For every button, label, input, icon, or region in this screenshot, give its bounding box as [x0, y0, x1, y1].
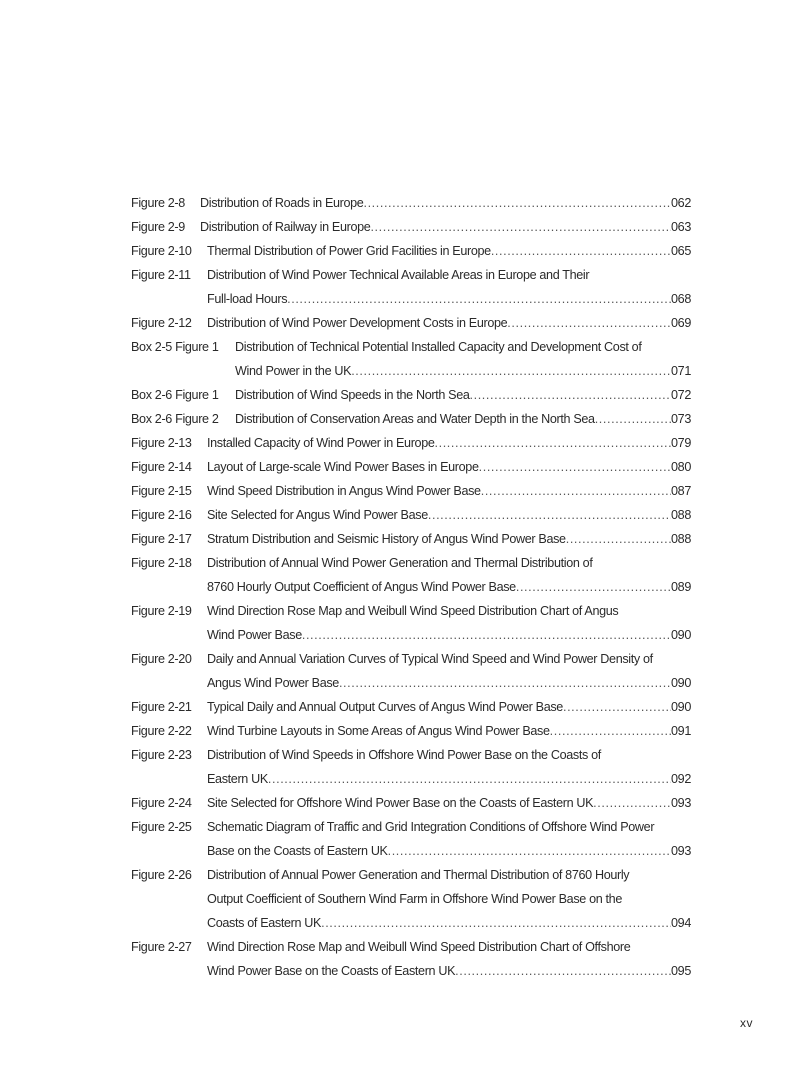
figure-label: Figure 2-23: [131, 748, 192, 762]
dot-leader: [388, 839, 671, 863]
figure-label: Figure 2-11: [131, 268, 191, 282]
figure-title: Stratum Distribution and Seismic History of Angus Wind Power Base: [207, 532, 566, 546]
toc-entry[interactable]: [131, 431, 691, 455]
toc-entry[interactable]: [131, 743, 691, 791]
toc-entry[interactable]: [131, 191, 691, 215]
toc-entry[interactable]: [131, 407, 691, 431]
figure-title: Wind Direction Rose Map and Weibull Wind Speed Distribution Chart of Angus: [207, 604, 619, 618]
toc-entry[interactable]: [131, 527, 691, 551]
dot-leader: [321, 911, 671, 935]
toc-entry[interactable]: [131, 215, 691, 239]
page-reference: 072: [671, 388, 691, 402]
page-reference: 093: [671, 796, 691, 810]
toc-entry[interactable]: [131, 863, 691, 935]
dot-leader: [593, 791, 671, 815]
figure-title: Wind Power Base on the Coasts of Eastern UK: [207, 964, 456, 978]
figure-title: Distribution of Wind Speeds in Offshore Wind Power Base on the Coasts of: [207, 748, 601, 762]
toc-entry[interactable]: [131, 551, 691, 599]
dot-leader: [491, 239, 671, 263]
figure-title: Angus Wind Power Base: [207, 676, 339, 690]
figure-label: Figure 2-26: [131, 868, 192, 882]
figure-label: Figure 2-15: [131, 484, 192, 498]
toc-entry[interactable]: [131, 383, 691, 407]
figure-label: Figure 2-14: [131, 460, 192, 474]
toc-entry[interactable]: [131, 455, 691, 479]
figure-title: Distribution of Technical Potential Installed Capacity and Development Cost of: [235, 340, 642, 354]
toc-entry[interactable]: [131, 479, 691, 503]
figure-label: Box 2-5 Figure 1: [131, 340, 219, 354]
figure-label: Figure 2-9: [131, 220, 185, 234]
dot-leader: [435, 431, 672, 455]
page-reference: 093: [671, 844, 691, 858]
page-reference: 087: [671, 484, 691, 498]
figure-title: Layout of Large-scale Wind Power Bases in Europe: [207, 460, 479, 474]
figure-label: Figure 2-24: [131, 796, 192, 810]
figure-title: Wind Speed Distribution in Angus Wind Power Base: [207, 484, 481, 498]
toc-entry[interactable]: [131, 263, 691, 311]
figure-title: Full-load Hours: [207, 292, 288, 306]
figure-title: 8760 Hourly Output Coefficient of Angus Wind Power Base: [207, 580, 516, 594]
figure-title: Distribution of Wind Speeds in the North Sea: [235, 388, 470, 402]
figure-title: Schematic Diagram of Traffic and Grid Integration Conditions of Offshore Wind Power: [207, 820, 655, 834]
toc-entry[interactable]: [131, 503, 691, 527]
page-reference: 091: [671, 724, 691, 738]
figure-title: Wind Turbine Layouts in Some Areas of Angus Wind Power Base: [207, 724, 550, 738]
figure-label: Figure 2-8: [131, 196, 185, 210]
page-reference: 094: [671, 916, 691, 930]
page-reference: 092: [671, 772, 691, 786]
dot-leader: [479, 455, 671, 479]
figure-label: Figure 2-27: [131, 940, 192, 954]
dot-leader: [566, 527, 671, 551]
toc-entry[interactable]: [131, 239, 691, 263]
figure-label: Figure 2-18: [131, 556, 192, 570]
dot-leader: [370, 215, 671, 239]
page-reference: 080: [671, 460, 691, 474]
toc-entry[interactable]: [131, 599, 691, 647]
page-reference: 095: [671, 964, 691, 978]
figure-title: Installed Capacity of Wind Power in Europe: [207, 436, 435, 450]
toc-entry[interactable]: [131, 695, 691, 719]
page-reference: 063: [671, 220, 691, 234]
toc-entry[interactable]: [131, 335, 691, 383]
figure-title: Distribution of Wind Power Technical Available Areas in Europe and Their: [207, 268, 590, 282]
page-reference: 069: [671, 316, 691, 330]
dot-leader: [481, 479, 671, 503]
figure-label: Figure 2-16: [131, 508, 192, 522]
figure-title: Distribution of Annual Wind Power Generation and Thermal Distribution of: [207, 556, 593, 570]
page-reference: 090: [671, 628, 691, 642]
figure-title: Distribution of Wind Power Development Costs in Europe: [207, 316, 508, 330]
dot-leader: [351, 359, 671, 383]
dot-leader: [455, 959, 671, 983]
figure-label: Figure 2-13: [131, 436, 192, 450]
page-reference: 079: [671, 436, 691, 450]
page-reference: 089: [671, 580, 691, 594]
figure-title: Wind Power in the UK: [235, 364, 352, 378]
page-reference: 088: [671, 508, 691, 522]
figure-title: Daily and Annual Variation Curves of Typical Wind Speed and Wind Power Density of: [207, 652, 653, 666]
dot-leader: [563, 695, 671, 719]
page-reference: 065: [671, 244, 691, 258]
toc-entry[interactable]: [131, 647, 691, 695]
dot-leader: [470, 383, 672, 407]
figure-title: Site Selected for Angus Wind Power Base: [207, 508, 428, 522]
figure-title: Distribution of Annual Power Generation and Thermal Distribution of 8760 Hourly: [207, 868, 630, 882]
figure-label: Figure 2-10: [131, 244, 192, 258]
figure-label: Figure 2-19: [131, 604, 192, 618]
page-reference: 073: [671, 412, 691, 426]
toc-entry[interactable]: [131, 719, 691, 743]
figure-label: Figure 2-21: [131, 700, 192, 714]
figure-title: Wind Power Base: [207, 628, 302, 642]
dot-leader: [428, 503, 671, 527]
toc-entry[interactable]: [131, 791, 691, 815]
figure-title: Distribution of Conservation Areas and Water Depth in the North Sea: [235, 412, 595, 426]
dot-leader: [550, 719, 671, 743]
figure-title: Thermal Distribution of Power Grid Facilities in Europe: [207, 244, 491, 258]
figure-label: Figure 2-17: [131, 532, 192, 546]
figure-title: Distribution of Railway in Europe: [200, 220, 371, 234]
dot-leader: [339, 671, 671, 695]
dot-leader: [507, 311, 671, 335]
toc-entry[interactable]: [131, 311, 691, 335]
figure-label: Figure 2-22: [131, 724, 192, 738]
page-reference: 088: [671, 532, 691, 546]
dot-leader: [302, 623, 671, 647]
figure-label: Figure 2-25: [131, 820, 192, 834]
dot-leader: [516, 575, 671, 599]
figure-title: Distribution of Roads in Europe: [200, 196, 364, 210]
list-of-figures: [131, 191, 691, 983]
page-number: xv: [740, 1016, 753, 1030]
figure-title: Site Selected for Offshore Wind Power Base on the Coasts of Eastern UK: [207, 796, 594, 810]
page-reference: 062: [671, 196, 691, 210]
page-reference: 090: [671, 676, 691, 690]
figure-label: Box 2-6 Figure 1: [131, 388, 219, 402]
dot-leader: [268, 767, 671, 791]
figure-title: Typical Daily and Annual Output Curves of Angus Wind Power Base: [207, 700, 563, 714]
figure-title: Coasts of Eastern UK: [207, 916, 322, 930]
page-reference: 071: [671, 364, 691, 378]
figure-title: Eastern UK: [207, 772, 268, 786]
page-reference: 068: [671, 292, 691, 306]
page-reference: 090: [671, 700, 691, 714]
dot-leader: [287, 287, 671, 311]
figure-label: Figure 2-12: [131, 316, 192, 330]
figure-title: Wind Direction Rose Map and Weibull Wind Speed Distribution Chart of Offshore: [207, 940, 631, 954]
figure-title: Output Coefficient of Southern Wind Farm in Offshore Wind Power Base on the: [207, 892, 622, 906]
toc-entry[interactable]: [131, 935, 691, 983]
figure-label: Box 2-6 Figure 2: [131, 412, 219, 426]
dot-leader: [363, 191, 671, 215]
figure-label: Figure 2-20: [131, 652, 192, 666]
dot-leader: [595, 407, 671, 431]
figure-title: Base on the Coasts of Eastern UK: [207, 844, 388, 858]
toc-entry[interactable]: [131, 815, 691, 863]
